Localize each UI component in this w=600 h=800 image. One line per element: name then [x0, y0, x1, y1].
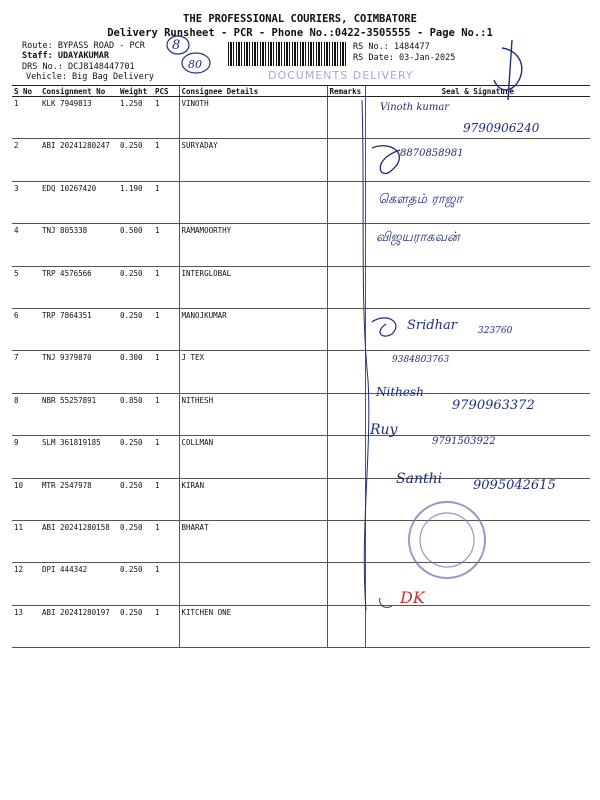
row-remarks [327, 224, 365, 266]
row-consignment-no: EDQ 10267420 [40, 181, 118, 223]
row-weight: 0.250 [118, 436, 153, 478]
row-remarks [327, 605, 365, 647]
table-row [12, 520, 590, 562]
signature-13: DK [400, 588, 425, 607]
row-consignee: KITCHEN ONE [179, 605, 327, 647]
table-row [12, 181, 590, 223]
row-pcs: 1 [153, 351, 179, 393]
row-pcs: 1 [153, 436, 179, 478]
row-weight: 0.250 [118, 563, 153, 605]
row-sno: 12 [12, 563, 40, 605]
row-remarks [327, 181, 365, 223]
row-consignee: BHARAT [179, 520, 327, 562]
row-signature [365, 139, 590, 181]
staff-label: Staff: UDAYAKUMAR [22, 51, 109, 61]
row-signature [365, 520, 590, 562]
row-consignment-no: ABI 20241280247 [40, 139, 118, 181]
row-pcs: 1 [153, 520, 179, 562]
row-weight: 0.300 [118, 351, 153, 393]
row-sno: 3 [12, 181, 40, 223]
row-signature [365, 266, 590, 308]
row-sno: 9 [12, 436, 40, 478]
row-consignment-no: ABI 20241280197 [40, 605, 118, 647]
row-consignment-no: TRP 4576566 [40, 266, 118, 308]
runsheet-table [12, 85, 590, 648]
rs-number: RS No.: 1484477 [353, 42, 430, 52]
row-weight: 1.190 [118, 181, 153, 223]
row-sno: 6 [12, 308, 40, 350]
table-header-row [12, 86, 590, 97]
row-weight: 0.250 [118, 478, 153, 520]
row-consignment-no: ABI 20241280158 [40, 520, 118, 562]
row-remarks [327, 563, 365, 605]
phone-7: 9384803763 [392, 355, 450, 365]
row-consignment-no: MTR 2547978 [40, 478, 118, 520]
row-consignee: INTERGLOBAL [179, 266, 327, 308]
col-sno-header: S No [12, 86, 40, 97]
row-consignee: SURYADAY [179, 139, 327, 181]
row-pcs: 1 [153, 478, 179, 520]
circled-note-1: 8 [172, 38, 181, 53]
row-remarks [327, 393, 365, 435]
row-consignment-no: DPI 444342 [40, 563, 118, 605]
row-consignee: VINOTH [179, 97, 327, 139]
row-pcs: 1 [153, 139, 179, 181]
row-consignment-no: SLM 361819185 [40, 436, 118, 478]
row-consignee: NITHESH [179, 393, 327, 435]
row-consignee: MANOJKUMAR [179, 308, 327, 350]
table-row [12, 224, 590, 266]
col-remarks-header: Remarks [327, 86, 365, 97]
table-row [12, 139, 590, 181]
row-weight: 0.850 [118, 393, 153, 435]
table-row [12, 351, 590, 393]
table-row [12, 266, 590, 308]
row-pcs: 1 [153, 181, 179, 223]
row-consignee [179, 181, 327, 223]
table-row [12, 563, 590, 605]
row-weight: 0.250 [118, 605, 153, 647]
row-sno: 11 [12, 520, 40, 562]
signature-1: Vinoth kumar [380, 102, 450, 113]
row-consignee [179, 563, 327, 605]
row-pcs: 1 [153, 308, 179, 350]
row-sno: 2 [12, 139, 40, 181]
row-weight: 0.250 [118, 139, 153, 181]
row-pcs: 1 [153, 266, 179, 308]
row-sno: 5 [12, 266, 40, 308]
documents-stamp: DOCUMENTS DELIVERY [268, 69, 414, 82]
row-weight: 0.250 [118, 520, 153, 562]
table-row [12, 605, 590, 647]
signature-6: Sridhar [407, 318, 457, 333]
row-consignee: KIRAN [179, 478, 327, 520]
col-weight-header: Weight [118, 86, 153, 97]
row-weight: 0.500 [118, 224, 153, 266]
rs-date: RS Date: 03-Jan-2025 [353, 53, 456, 63]
row-signature [365, 605, 590, 647]
row-weight: 0.250 [118, 308, 153, 350]
row-consignment-no: TNJ 805338 [40, 224, 118, 266]
row-remarks [327, 308, 365, 350]
phone-9: 9791503922 [432, 436, 496, 447]
row-remarks [327, 97, 365, 139]
row-consignment-no: TRP 7864351 [40, 308, 118, 350]
col-signature-header: Seal & Signature [365, 86, 590, 97]
row-pcs: 1 [153, 97, 179, 139]
row-remarks [327, 139, 365, 181]
signature-9: Ruy [370, 422, 398, 438]
vehicle-label: Vehicle: Big Bag Delivery [26, 72, 154, 82]
phone-10: 9095042615 [473, 478, 556, 493]
row-consignee: J TEX [179, 351, 327, 393]
row-weight: 1.250 [118, 97, 153, 139]
phone-2: 8870858981 [400, 148, 464, 159]
signature-10: Santhi [396, 471, 443, 487]
signature-3: கௌதம் ராஜா [378, 192, 463, 207]
company-title: THE PROFESSIONAL COURIERS, COIMBATORE [183, 13, 417, 25]
col-consignee-header: Consignee Details [179, 86, 327, 97]
drs-number: DRS No.: DCJ8148447701 [22, 62, 135, 72]
table-row [12, 436, 590, 478]
route-label: Route: BYPASS ROAD - PCR [22, 41, 145, 51]
row-consignment-no: NBR 55257891 [40, 393, 118, 435]
barcode [228, 42, 346, 66]
phone-6: 323760 [478, 326, 513, 336]
row-pcs: 1 [153, 605, 179, 647]
row-sno: 1 [12, 97, 40, 139]
row-consignment-no: KLK 7949813 [40, 97, 118, 139]
signature-4: விஜயராகவன் [376, 230, 460, 245]
col-pcs-header: PCS [153, 86, 179, 97]
row-remarks [327, 266, 365, 308]
row-sno: 4 [12, 224, 40, 266]
row-sno: 10 [12, 478, 40, 520]
row-pcs: 1 [153, 393, 179, 435]
runsheet-title: Delivery Runsheet - PCR - Phone No.:0422-3505555 - Page No.:1 [107, 27, 493, 39]
row-sno: 13 [12, 605, 40, 647]
row-sno: 7 [12, 351, 40, 393]
circled-note-2: 80 [188, 58, 202, 71]
row-consignee: RAMAMOORTHY [179, 224, 327, 266]
row-remarks [327, 520, 365, 562]
row-consignee: COLLMAN [179, 436, 327, 478]
col-consignment-header: Consignment No [40, 86, 118, 97]
row-remarks [327, 351, 365, 393]
row-remarks [327, 436, 365, 478]
signature-8: Nithesh [376, 385, 424, 399]
phone-1: 9790906240 [463, 121, 540, 135]
row-consignment-no: TNJ 9379870 [40, 351, 118, 393]
phone-8: 9790963372 [452, 398, 535, 413]
row-pcs: 1 [153, 563, 179, 605]
row-weight: 0.250 [118, 266, 153, 308]
row-pcs: 1 [153, 224, 179, 266]
row-signature [365, 563, 590, 605]
row-remarks [327, 478, 365, 520]
row-sno: 8 [12, 393, 40, 435]
